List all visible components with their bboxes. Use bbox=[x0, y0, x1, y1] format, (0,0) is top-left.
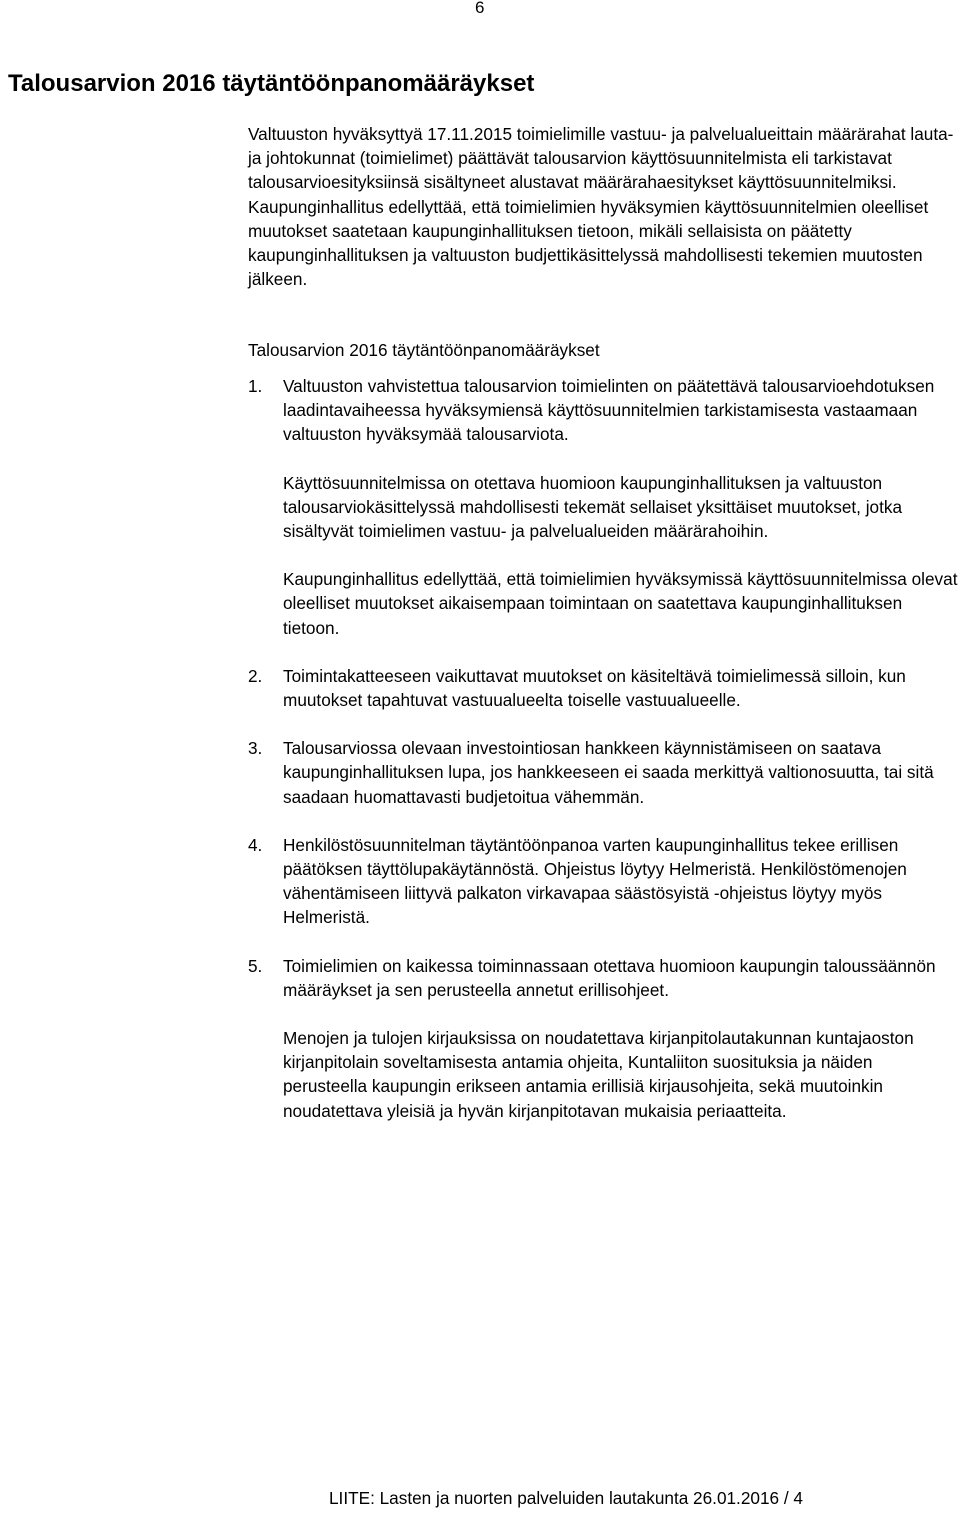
list-item bbox=[248, 833, 960, 930]
regulations-list bbox=[248, 374, 960, 1147]
page-title: Talousarvion 2016 täytäntöönpanomääräykset bbox=[8, 70, 535, 97]
list-item bbox=[248, 374, 960, 640]
list-item-paragraph: Henkilöstösuunnitelman täytäntöönpanoa varten kaupunginhallitus tekee erillisen päätöksen täyttölupakäytännöstä. Ohjeistus löytyy Helmeristä. Henkilöstömenojen vähentämiseen liittyvä palkaton virkavapaa säästösyistä -ohjeistus löytyy myös Helmeristä. bbox=[283, 834, 907, 928]
list-item-paragraph: Talousarviossa olevaan investointiosan hankkeen käynnistämiseen on saatava kaupunginhallituksen lupa, jos hankkeeseen ei saada merkittyä valtionosuutta, tai sitä saadaan huomattavasti budjetoitua vähemmän. bbox=[283, 738, 934, 807]
list-item-number: 5. bbox=[248, 955, 263, 976]
section-subheading: Talousarvion 2016 täytäntöönpanomääräykset bbox=[248, 340, 600, 360]
list-item-number: 2. bbox=[248, 665, 263, 686]
list-item-number: 1. bbox=[248, 376, 263, 396]
list-item-number: 3. bbox=[248, 738, 263, 759]
list-item-paragraph: Kaupunginhallitus edellyttää, että toimielimien hyväksymissä käyttösuunnitelmissa olevat oleelliset muutokset aikaisempaan toimintaan on saatettava kaupunginhallituksen tietoon. bbox=[283, 569, 958, 638]
list-item-paragraph: Valtuuston vahvistettua talousarvion toimielinten on päätettävä talousarvioehdotuksen laadintavaiheessa hyväksymiensä käyttösuunnitelmien tarkistamisesta vastaamaan valtuuston hyväksymää talousarviota. bbox=[283, 376, 935, 445]
list-item bbox=[248, 664, 960, 712]
page-number: 6 bbox=[475, 0, 485, 17]
list-item-paragraph: Toimintakatteeseen vaikuttavat muutokset on käsiteltävä toimielimessä silloin, kun muutokset tapahtuvat vastuualueelta toiselle vastuualueelle. bbox=[283, 665, 906, 711]
list-item bbox=[248, 954, 960, 1123]
list-item-paragraph: Menojen ja tulojen kirjauksissa on noudatettava kirjanpitolautakunnan kuntajaoston kirjanpitolain soveltamisesta antamia ohjeita, Kuntaliiton suosituksia ja näiden perusteella kaupungin erikseen antamia erillisiä kirjausohjeita, sekä muutoinkin noudatettava yleisiä ja hyvän kirjanpitotavan mukaisia periaatteita. bbox=[283, 1028, 914, 1121]
list-item-paragraph: Käyttösuunnitelmissa on otettava huomioon kaupunginhallituksen ja valtuuston talousarviokäsittelyssä mahdollisesti tekemät sellaiset yksittäiset muutokset, jotka sisältyvät toimielimen vastuu- ja palvelualueiden määrärahoihin. bbox=[283, 472, 903, 542]
intro-paragraph: Valtuuston hyväksyttyä 17.11.2015 toimielimille vastuu- ja palvelualueittain määrärahat lauta- ja johtokunnat (toimielimet) päättävät talousarvion käyttösuunnitelmista eli tarkistavat talousarvioesityksiinsä sisältyneet alustavat määrärahaesitykset käyttösuunnitelmiksi. Kaupunginhallitus edellyttää, että toimielimien hyväksymien käyttösuunnitelmien oleelliset muutokset saatetaan kaupunginhallituksen tietoon, mikäli sellaisista on päätetty kaupunginhallituksen ja valtuuston budjettikäsittelyssä mahdollisesti tekemien muutosten jälkeen. bbox=[248, 124, 954, 290]
list-item-number: 4. bbox=[248, 834, 263, 855]
list-item-paragraph: Toimielimien on kaikessa toiminnassaan otettava huomioon kaupungin taloussäännön määräykset ja sen perusteella annetut erillisohjeet. bbox=[283, 955, 936, 1000]
list-item bbox=[248, 736, 960, 809]
page-footer: LIITE: Lasten ja nuorten palveluiden lautakunta 26.01.2016 / 4 bbox=[329, 1488, 803, 1508]
